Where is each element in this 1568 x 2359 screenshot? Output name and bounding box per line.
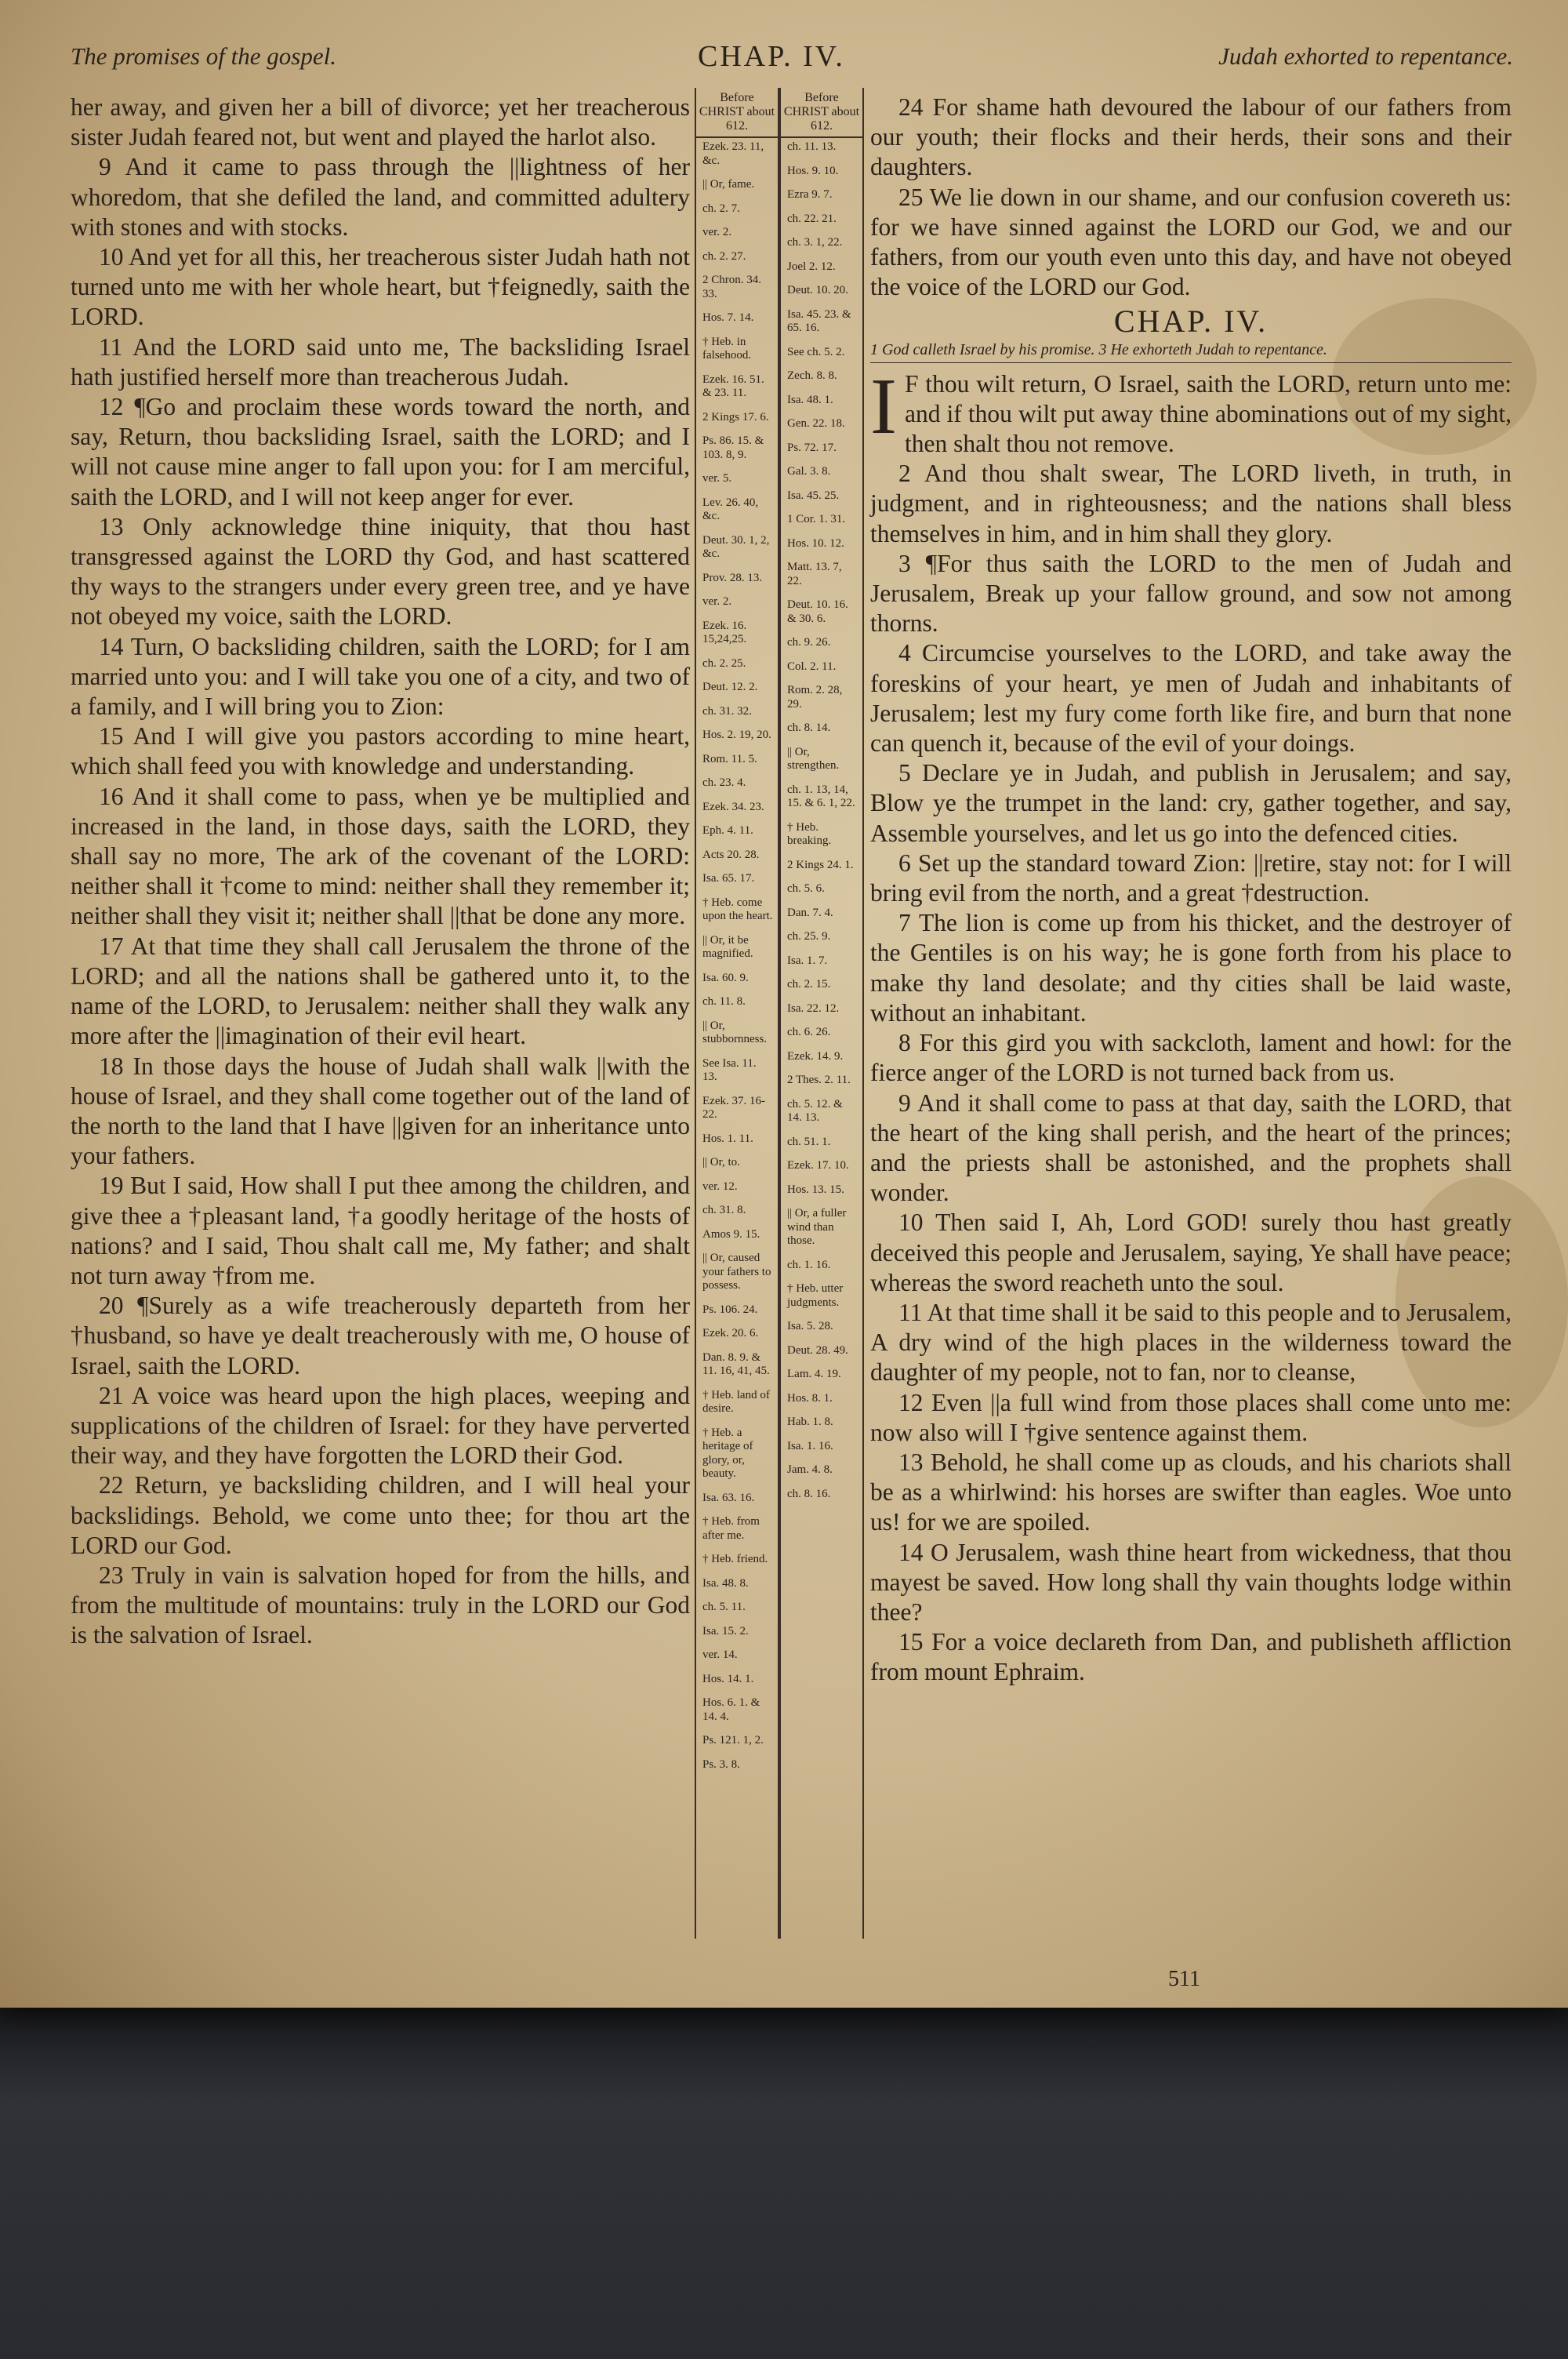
verse: 21 A voice was heard upon the high places, weeping and supplications of the children of Israel: for they have perverted their way, and they have forgotten the LORD their God. <box>71 1381 690 1470</box>
margin-reference: Ps. 121. 1, 2. <box>702 1734 764 1747</box>
margin-reference: Ps. 3. 8. <box>702 1757 740 1771</box>
margin-reference: Ezek. 23. 11, &c. <box>702 140 764 167</box>
margin-reference: ver. 2. <box>702 595 732 608</box>
verse: 17 At that time they shall call Jerusalem the throne of the LORD; and all the nations shall be gathered unto it, to the name of the LORD, to Jerusalem: neither shall they walk any more after the ||imagination of their evil heart. <box>71 932 690 1050</box>
margin-reference: 2 Kings 24. 1. <box>787 858 854 871</box>
margin-reference: Ps. 86. 15. & 103. 8, 9. <box>702 434 764 461</box>
right-text-column <box>870 93 1512 1688</box>
verse: 9 And it came to pass through the ||lightness of her whoredom, that she defiled the land, and committed adultery with stones and with stocks. <box>71 153 690 241</box>
verse: 4 Circumcise yourselves to the LORD, and take away the foreskins of your heart, ye men of Judah and inhabitants of Jerusalem; lest my fury come forth like fire, and burn that none can quench it, because of the evil of your doings. <box>870 639 1512 758</box>
margin-reference: ch. 2. 15. <box>787 978 831 990</box>
margin-reference: ver. 5. <box>702 472 732 485</box>
margin-reference: Isa. 65. 17. <box>702 872 755 885</box>
before-christ-label: Before CHRIST about 612. <box>781 88 862 138</box>
margin-reference: Rom. 2. 28, 29. <box>787 684 843 711</box>
margin-reference: || Or, strengthen. <box>787 745 840 772</box>
margin-reference: Lev. 26. 40, &c. <box>702 496 759 522</box>
verse: 18 In those days the house of Judah shall walk ||with the house of Israel, and they shall come together out of the land of the north to the land that I have ||given for an inheritance unto your fathers. <box>71 1052 690 1170</box>
margin-reference: || Or, it be magnified. <box>702 933 753 960</box>
verse: 15 For a voice declareth from Dan, and publisheth affliction from mount Ephraim. <box>870 1628 1512 1686</box>
margin-reference: Hos. 9. 10. <box>787 164 839 177</box>
margin-reference: ch. 9. 26. <box>787 636 831 649</box>
margin-reference: ch. 5. 12. & 14. 13. <box>787 1097 843 1124</box>
verse: 23 Truly in vain is salvation hoped for from the hills, and from the multitude of mountains: truly in the LORD our God is the salvation of Israel. <box>71 1561 690 1649</box>
margin-reference-list <box>696 138 778 1772</box>
verse: 24 For shame hath devoured the labour of our fathers from our youth; their flocks and their herds, their sons and their daughters. <box>870 93 1512 181</box>
verse: 11 At that time shall it be said to this people and to Jerusalem, A dry wind of the high places in the wilderness toward the daughter of my people, not to fan, nor to cleanse, <box>870 1298 1512 1387</box>
margin-reference: Matt. 13. 7, 22. <box>787 561 842 587</box>
margin-reference: || Or, fame. <box>702 178 755 191</box>
margin-reference: || Or, caused your fathers to possess. <box>702 1252 771 1292</box>
margin-reference: || Or, stubbornness. <box>702 1019 768 1045</box>
margin-reference: Ezek. 34. 23. <box>702 800 764 813</box>
margin-reference: Ezek. 16. 51. & 23. 11. <box>702 373 764 399</box>
margin-reference: ch. 23. 4. <box>702 776 746 789</box>
margin-reference: 1 Cor. 1. 31. <box>787 513 846 525</box>
verse: 12 ¶Go and proclaim these words toward the north, and say, Return, thou backsliding Israel, saith the LORD; and I will not cause mine anger to fall upon you: for I am merciful, saith the LORD, and I will not keep anger for ever. <box>71 393 690 511</box>
verse: 15 And I will give you pastors according to mine heart, which shall feed you with knowledge and understanding. <box>71 722 690 780</box>
verse: 2 And thou shalt swear, The LORD liveth, in truth, in judgment, and in righteousness; and the nations shall bless themselves in him, and in him shall they glory. <box>870 460 1512 547</box>
margin-reference: Eph. 4. 11. <box>702 824 753 837</box>
verse: 5 Declare ye in Judah, and publish in Jerusalem; and say, Blow ye the trumpet in the land: cry, gather together, and say, Assemble yourselves, and let us go into the defenced cities. <box>870 759 1512 847</box>
margin-reference: Hos. 10. 12. <box>787 536 844 550</box>
margin-reference: Deut. 10. 20. <box>787 284 848 296</box>
margin-reference: † Heb. in falsehood. <box>702 335 752 362</box>
margin-reference: Hos. 13. 15. <box>787 1183 844 1196</box>
margin-reference: ch. 2. 25. <box>702 656 746 670</box>
margin-reference: 2 Kings 17. 6. <box>702 410 769 423</box>
margin-reference: Amos 9. 15. <box>702 1227 760 1241</box>
verse: 13 Only acknowledge thine iniquity, that thou hast transgressed against the LORD thy God, and hast scattered thy ways to the strangers under every green tree, and ye have not obeyed my voice, saith the LORD. <box>71 512 690 631</box>
margin-references-left <box>695 88 779 1939</box>
margin-reference: † Heb. utter judgments. <box>787 1282 844 1309</box>
verse: her away, and given her a bill of divorce; yet her treacherous sister Judah feared not, but went and played the harlot also. <box>71 93 690 151</box>
margin-reference: † Heb. breaking. <box>787 820 832 847</box>
margin-reference: Hos. 14. 1. <box>702 1672 754 1685</box>
verse: 14 Turn, O backsliding children, saith the LORD; for I am married unto you: and I will take you one of a city, and two of a family, and I will bring you to Zion: <box>71 632 690 721</box>
margin-reference: See ch. 5. 2. <box>787 345 845 358</box>
margin-reference: ch. 51. 1. <box>787 1135 831 1148</box>
margin-reference: Rom. 11. 5. <box>702 752 757 765</box>
margin-reference: Zech. 8. 8. <box>787 369 837 382</box>
margin-reference: Prov. 28. 13. <box>702 571 763 584</box>
margin-reference: See Isa. 11. 13. <box>702 1056 757 1083</box>
margin-reference: Isa. 15. 2. <box>702 1624 749 1637</box>
running-head <box>71 42 1513 80</box>
margin-reference: Col. 2. 11. <box>787 660 837 673</box>
margin-reference: ch. 22. 21. <box>787 212 837 225</box>
margin-reference-list <box>781 138 862 1501</box>
margin-reference: Jam. 4. 8. <box>787 1463 833 1476</box>
margin-reference: Dan. 7. 4. <box>787 906 833 919</box>
margin-reference: Isa. 5. 28. <box>787 1320 833 1332</box>
margin-reference: Isa. 1. 7. <box>787 954 828 967</box>
margin-reference: Lam. 4. 19. <box>787 1368 841 1380</box>
margin-reference: † Heb. come upon the heart. <box>702 896 773 922</box>
margin-reference: Deut. 30. 1, 2, &c. <box>702 533 770 560</box>
margin-reference: ch. 3. 1, 22. <box>787 236 843 249</box>
verse: 8 For this gird you with sackcloth, lament and howl: for the fierce anger of the LORD is not turned back from us. <box>870 1029 1512 1087</box>
margin-reference: || Or, a fuller wind than those. <box>787 1207 847 1247</box>
margin-reference: Gal. 3. 8. <box>787 465 831 478</box>
page-shadow <box>0 2008 1568 2102</box>
verse: 25 We lie down in our shame, and our confusion covereth us: for we have sinned against the LORD our God, we and our fathers, from our youth even unto this day, and have not obeyed the voice of the LORD our God. <box>870 183 1512 301</box>
margin-reference: Ezek. 14. 9. <box>787 1049 844 1063</box>
margin-reference: ch. 31. 32. <box>702 704 752 718</box>
verse: 9 And it shall come to pass at that day, saith the LORD, that the heart of the king shall perish, and the heart of the princes; and the priests shall be astonished, and the prophets shall wonder. <box>870 1089 1512 1207</box>
margin-reference: † Heb. land of desire. <box>702 1388 770 1415</box>
margin-reference: † Heb. friend. <box>702 1553 768 1565</box>
left-text-column <box>71 93 690 1651</box>
margin-reference: Deut. 12. 2. <box>702 681 758 693</box>
margin-reference: Hos. 8. 1. <box>787 1391 833 1405</box>
margin-reference: Ezek. 16. 15,24,25. <box>702 619 747 645</box>
margin-reference: ver. 12. <box>702 1180 738 1193</box>
margin-reference: Ezek. 20. 6. <box>702 1327 759 1339</box>
margin-reference: Hos. 2. 19, 20. <box>702 729 771 741</box>
margin-reference: Isa. 48. 8. <box>702 1576 749 1590</box>
margin-reference: ver. 14. <box>702 1648 738 1661</box>
margin-reference: Dan. 8. 9. & 11. 16, 41, 45. <box>702 1350 770 1377</box>
margin-reference: ch. 11. 13. <box>787 140 837 153</box>
margin-reference: Hos. 1. 11. <box>702 1132 753 1145</box>
running-head-left: The promises of the gospel. <box>71 42 336 70</box>
verse: 11 And the LORD said unto me, The backsliding Israel hath justified herself more than treacherous Judah. <box>71 333 690 391</box>
margin-reference: Acts 20. 28. <box>702 848 760 861</box>
running-head-center: CHAP. IV. <box>698 40 845 73</box>
margin-reference: ch. 1. 16. <box>787 1258 831 1271</box>
margin-reference: Isa. 48. 1. <box>787 393 833 406</box>
page-number: 511 <box>1168 1967 1200 1991</box>
chapter-title: CHAP. IV. <box>1113 304 1269 340</box>
margin-reference: Deut. 10. 16. & 30. 6. <box>787 598 848 625</box>
margin-reference: ch. 31. 8. <box>702 1204 746 1216</box>
margin-references-right <box>779 88 864 1939</box>
margin-reference: ch. 1. 13, 14, 15. & 6. 1, 22. <box>787 783 855 809</box>
margin-reference: Joel 2. 12. <box>787 260 836 273</box>
margin-reference: Isa. 63. 16. <box>702 1491 755 1504</box>
margin-reference: ch. 5. 6. <box>787 882 825 895</box>
margin-reference: Hab. 1. 8. <box>787 1416 833 1428</box>
margin-reference: † Heb. from after me. <box>702 1515 760 1542</box>
margin-reference: ch. 8. 14. <box>787 722 831 734</box>
margin-reference: ch. 2. 27. <box>702 249 746 263</box>
verse: 22 Return, ye backsliding children, and I will heal your backslidings. Behold, we come unto thee; for thou art the LORD our God. <box>71 1471 690 1559</box>
margin-reference: Isa. 45. 23. & 65. 16. <box>787 307 851 334</box>
margin-reference: Ezra 9. 7. <box>787 188 833 201</box>
verse-text: F thou wilt return, O Israel, saith the LORD, return unto me: and if thou wilt put away thine abominations out of my sight, then shalt thou not remove. <box>904 369 1512 458</box>
verse: 16 And it shall come to pass, when ye be multiplied and increased in the land, in those days, saith the LORD, they shall say no more, The ark of the covenant of the LORD: neither shall it †come to mind: neither shall they remember it; neither shall they visit it; neither shall ||that be done any more. <box>71 782 690 930</box>
running-head-right: Judah exhorted to repentance. <box>1218 42 1513 70</box>
verse-first <box>870 362 1512 460</box>
margin-reference: † Heb. a heritage of glory, or, beauty. <box>702 1426 753 1480</box>
margin-reference: ch. 8. 16. <box>787 1487 831 1500</box>
margin-reference: ch. 2. 7. <box>702 202 740 215</box>
verse: 14 O Jerusalem, wash thine heart from wickedness, that thou mayest be saved. How long shall thy vain thoughts lodge within thee? <box>870 1538 1512 1626</box>
margin-reference: Hos. 7. 14. <box>702 311 754 324</box>
margin-reference: Ps. 106. 24. <box>702 1303 758 1316</box>
margin-reference: Ps. 72. 17. <box>787 441 837 454</box>
margin-reference: ver. 2. <box>702 226 732 238</box>
verse: 7 The lion is come up from his thicket, and the destroyer of the Gentiles is on his way; he is gone forth from his place to make thy land desolate; and thy cities shall be laid waste, without an inhabitant. <box>870 909 1512 1027</box>
margin-reference: Isa. 45. 25. <box>787 489 840 502</box>
verse: 6 Set up the standard toward Zion: ||retire, stay not: for I will bring evil from the north, and a great †destruction. <box>870 849 1512 907</box>
margin-reference: Ezek. 37. 16-22. <box>702 1094 765 1121</box>
margin-reference: 2 Thes. 2. 11. <box>787 1074 851 1086</box>
verse: 10 And yet for all this, her treacherous sister Judah hath not turned unto me with her whole heart, but †feignedly, saith the LORD. <box>71 243 690 331</box>
margin-reference: ch. 6. 26. <box>787 1026 831 1038</box>
margin-reference: || Or, to. <box>702 1156 740 1169</box>
verse: 13 Behold, he shall come up as clouds, and his chariots shall be as a whirlwind: his horses are swifter than eagles. Woe unto us! for we are spoiled. <box>870 1448 1512 1536</box>
margin-reference: Isa. 1. 16. <box>787 1439 833 1452</box>
margin-reference: Gen. 22. 18. <box>787 417 845 430</box>
verse: 10 Then said I, Ah, Lord GOD! surely thou hast greatly deceived this people and Jerusalem, saying, Ye shall have peace; whereas the sword reacheth unto the soul. <box>870 1209 1512 1296</box>
verse: 12 Even ||a full wind from those places shall come unto me: now also will I †give sentence against them. <box>870 1388 1512 1446</box>
verse: 3 ¶For thus saith the LORD to the men of Judah and Jerusalem, Break up your fallow ground, and sow not among thorns. <box>870 549 1512 638</box>
verse: 20 ¶Surely as a wife treacherously departeth from her †husband, so have ye dealt treacherously with me, O house of Israel, saith the LORD. <box>71 1292 690 1379</box>
margin-reference: Deut. 28. 49. <box>787 1343 848 1357</box>
chapter-summary: 1 God calleth Israel by his promise. 3 He exhorteth Judah to repentance. <box>870 340 1512 363</box>
margin-reference: 2 Chron. 34. 33. <box>702 274 761 300</box>
margin-reference: Isa. 22. 12. <box>787 1001 840 1015</box>
margin-reference: ch. 5. 11. <box>702 1601 746 1613</box>
verse: 19 But I said, How shall I put thee among the children, and give thee a †pleasant land, †a goodly heritage of the hosts of nations? and I said, Thou shalt call me, My father; and shalt not turn away †from me. <box>71 1172 690 1289</box>
drop-cap: I <box>870 362 897 451</box>
margin-reference: ch. 25. 9. <box>787 930 831 943</box>
margin-reference: Ezek. 17. 10. <box>787 1159 849 1172</box>
before-christ-label: Before CHRIST about 612. <box>696 88 778 138</box>
margin-reference: Hos. 6. 1. & 14. 4. <box>702 1696 760 1723</box>
margin-reference: ch. 11. 8. <box>702 995 746 1008</box>
margin-reference: Isa. 60. 9. <box>702 971 749 984</box>
